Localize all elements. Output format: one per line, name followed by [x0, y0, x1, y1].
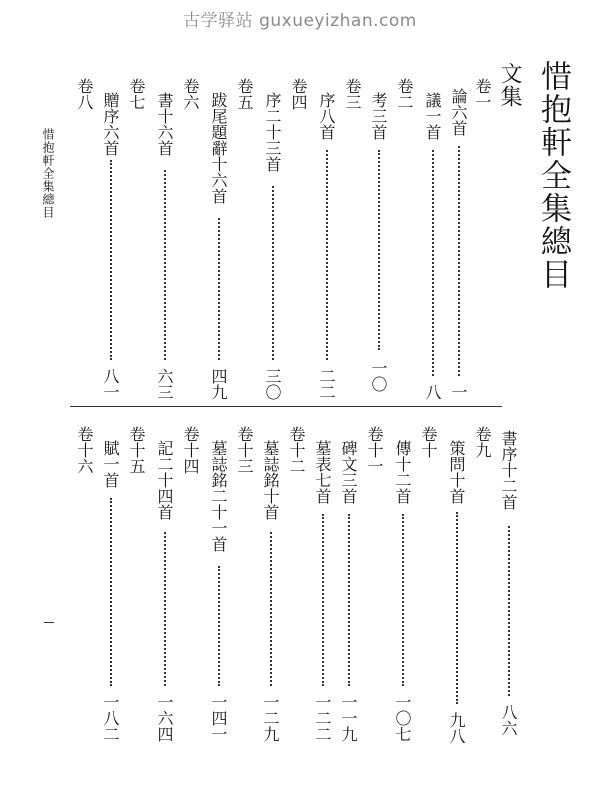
entry-title: 贈序六首 — [101, 92, 120, 156]
entry-page: 二二 — [317, 368, 336, 400]
spine-label: 惜抱軒全集總目 — [41, 128, 55, 219]
volume-label: 卷十三 — [235, 426, 254, 474]
volume-label: 卷十 — [419, 426, 438, 458]
volume-label: 卷七 — [127, 78, 146, 110]
entry-title: 跋尾題辭十六首 — [209, 92, 228, 204]
entry-title: 序八首 — [317, 92, 336, 140]
leader-dots — [432, 150, 434, 376]
volume-label: 卷十二 — [287, 426, 306, 474]
entry-page: 一二九 — [261, 694, 280, 742]
leader-dots — [164, 532, 166, 686]
volume-label: 卷十六 — [75, 426, 94, 474]
watermark: 古学驿站 guxueyizhan.com — [183, 11, 417, 31]
entry-title: 記二十四首 — [155, 440, 174, 520]
entry-page: 三〇 — [263, 368, 282, 400]
entry-page: 一六四 — [155, 694, 174, 742]
entry-title: 書序十二首 — [499, 430, 518, 510]
volume-label: 卷二 — [395, 78, 414, 110]
entry-page: 一四一 — [209, 694, 228, 742]
volume-label: 卷十一 — [365, 426, 384, 474]
entry-page: 一〇 — [369, 360, 388, 392]
volume-label: 卷十四 — [181, 426, 200, 474]
leader-dots — [326, 150, 328, 360]
leader-dots — [458, 146, 460, 376]
leader-dots — [348, 514, 350, 686]
volume-label: 卷三 — [343, 78, 362, 110]
leader-dots — [322, 514, 324, 686]
entry-page: 一 — [449, 384, 468, 400]
entry-title: 序二十三首 — [263, 92, 282, 172]
leader-dots — [218, 566, 220, 686]
leader-dots — [110, 160, 112, 360]
entry-title: 書十六首 — [155, 92, 174, 156]
leader-dots — [378, 150, 380, 350]
entry-page: 一一九 — [339, 694, 358, 742]
section-heading: 文集 — [497, 62, 522, 108]
entry-title: 傳十二首 — [393, 440, 412, 504]
leader-dots — [402, 514, 404, 686]
entry-page: 一八二 — [101, 694, 120, 742]
entry-title: 議一首 — [423, 92, 442, 140]
leader-dots — [272, 186, 274, 360]
entry-page: 八六 — [499, 704, 518, 736]
volume-label: 卷四 — [289, 78, 308, 110]
entry-page: 一〇七 — [393, 694, 412, 742]
leader-dots — [270, 532, 272, 686]
leader-dots — [508, 526, 510, 696]
entry-title: 碑文三首 — [339, 440, 358, 504]
entry-page: 六三 — [155, 368, 174, 400]
leader-dots — [456, 512, 458, 704]
entry-title: 論六首 — [449, 88, 468, 136]
entry-page: 四九 — [209, 368, 228, 400]
volume-label: 卷一 — [473, 78, 492, 110]
volume-label: 卷九 — [473, 426, 492, 458]
margin-mark — [44, 622, 54, 623]
entry-title: 墓誌銘十首 — [261, 440, 280, 520]
entry-page: 八一 — [101, 368, 120, 400]
entry-page: 八 — [423, 384, 442, 400]
volume-label: 卷六 — [181, 78, 200, 110]
entry-title: 墓誌銘二十一首 — [209, 440, 228, 552]
half-divider-rule — [70, 406, 502, 407]
entry-title: 賦一首 — [101, 440, 120, 488]
leader-dots — [218, 218, 220, 360]
entry-title: 考三首 — [369, 92, 388, 140]
volume-label: 卷五 — [235, 78, 254, 110]
entry-title: 墓表七首 — [313, 440, 332, 504]
leader-dots — [110, 498, 112, 686]
page-title: 惜抱軒全集總目 — [535, 60, 571, 291]
volume-label: 卷八 — [75, 78, 94, 110]
leader-dots — [164, 170, 166, 360]
entry-page: 一二二 — [313, 694, 332, 742]
entry-title: 策問十首 — [447, 440, 466, 504]
entry-page: 九八 — [447, 712, 466, 744]
volume-label: 卷十五 — [127, 426, 146, 474]
